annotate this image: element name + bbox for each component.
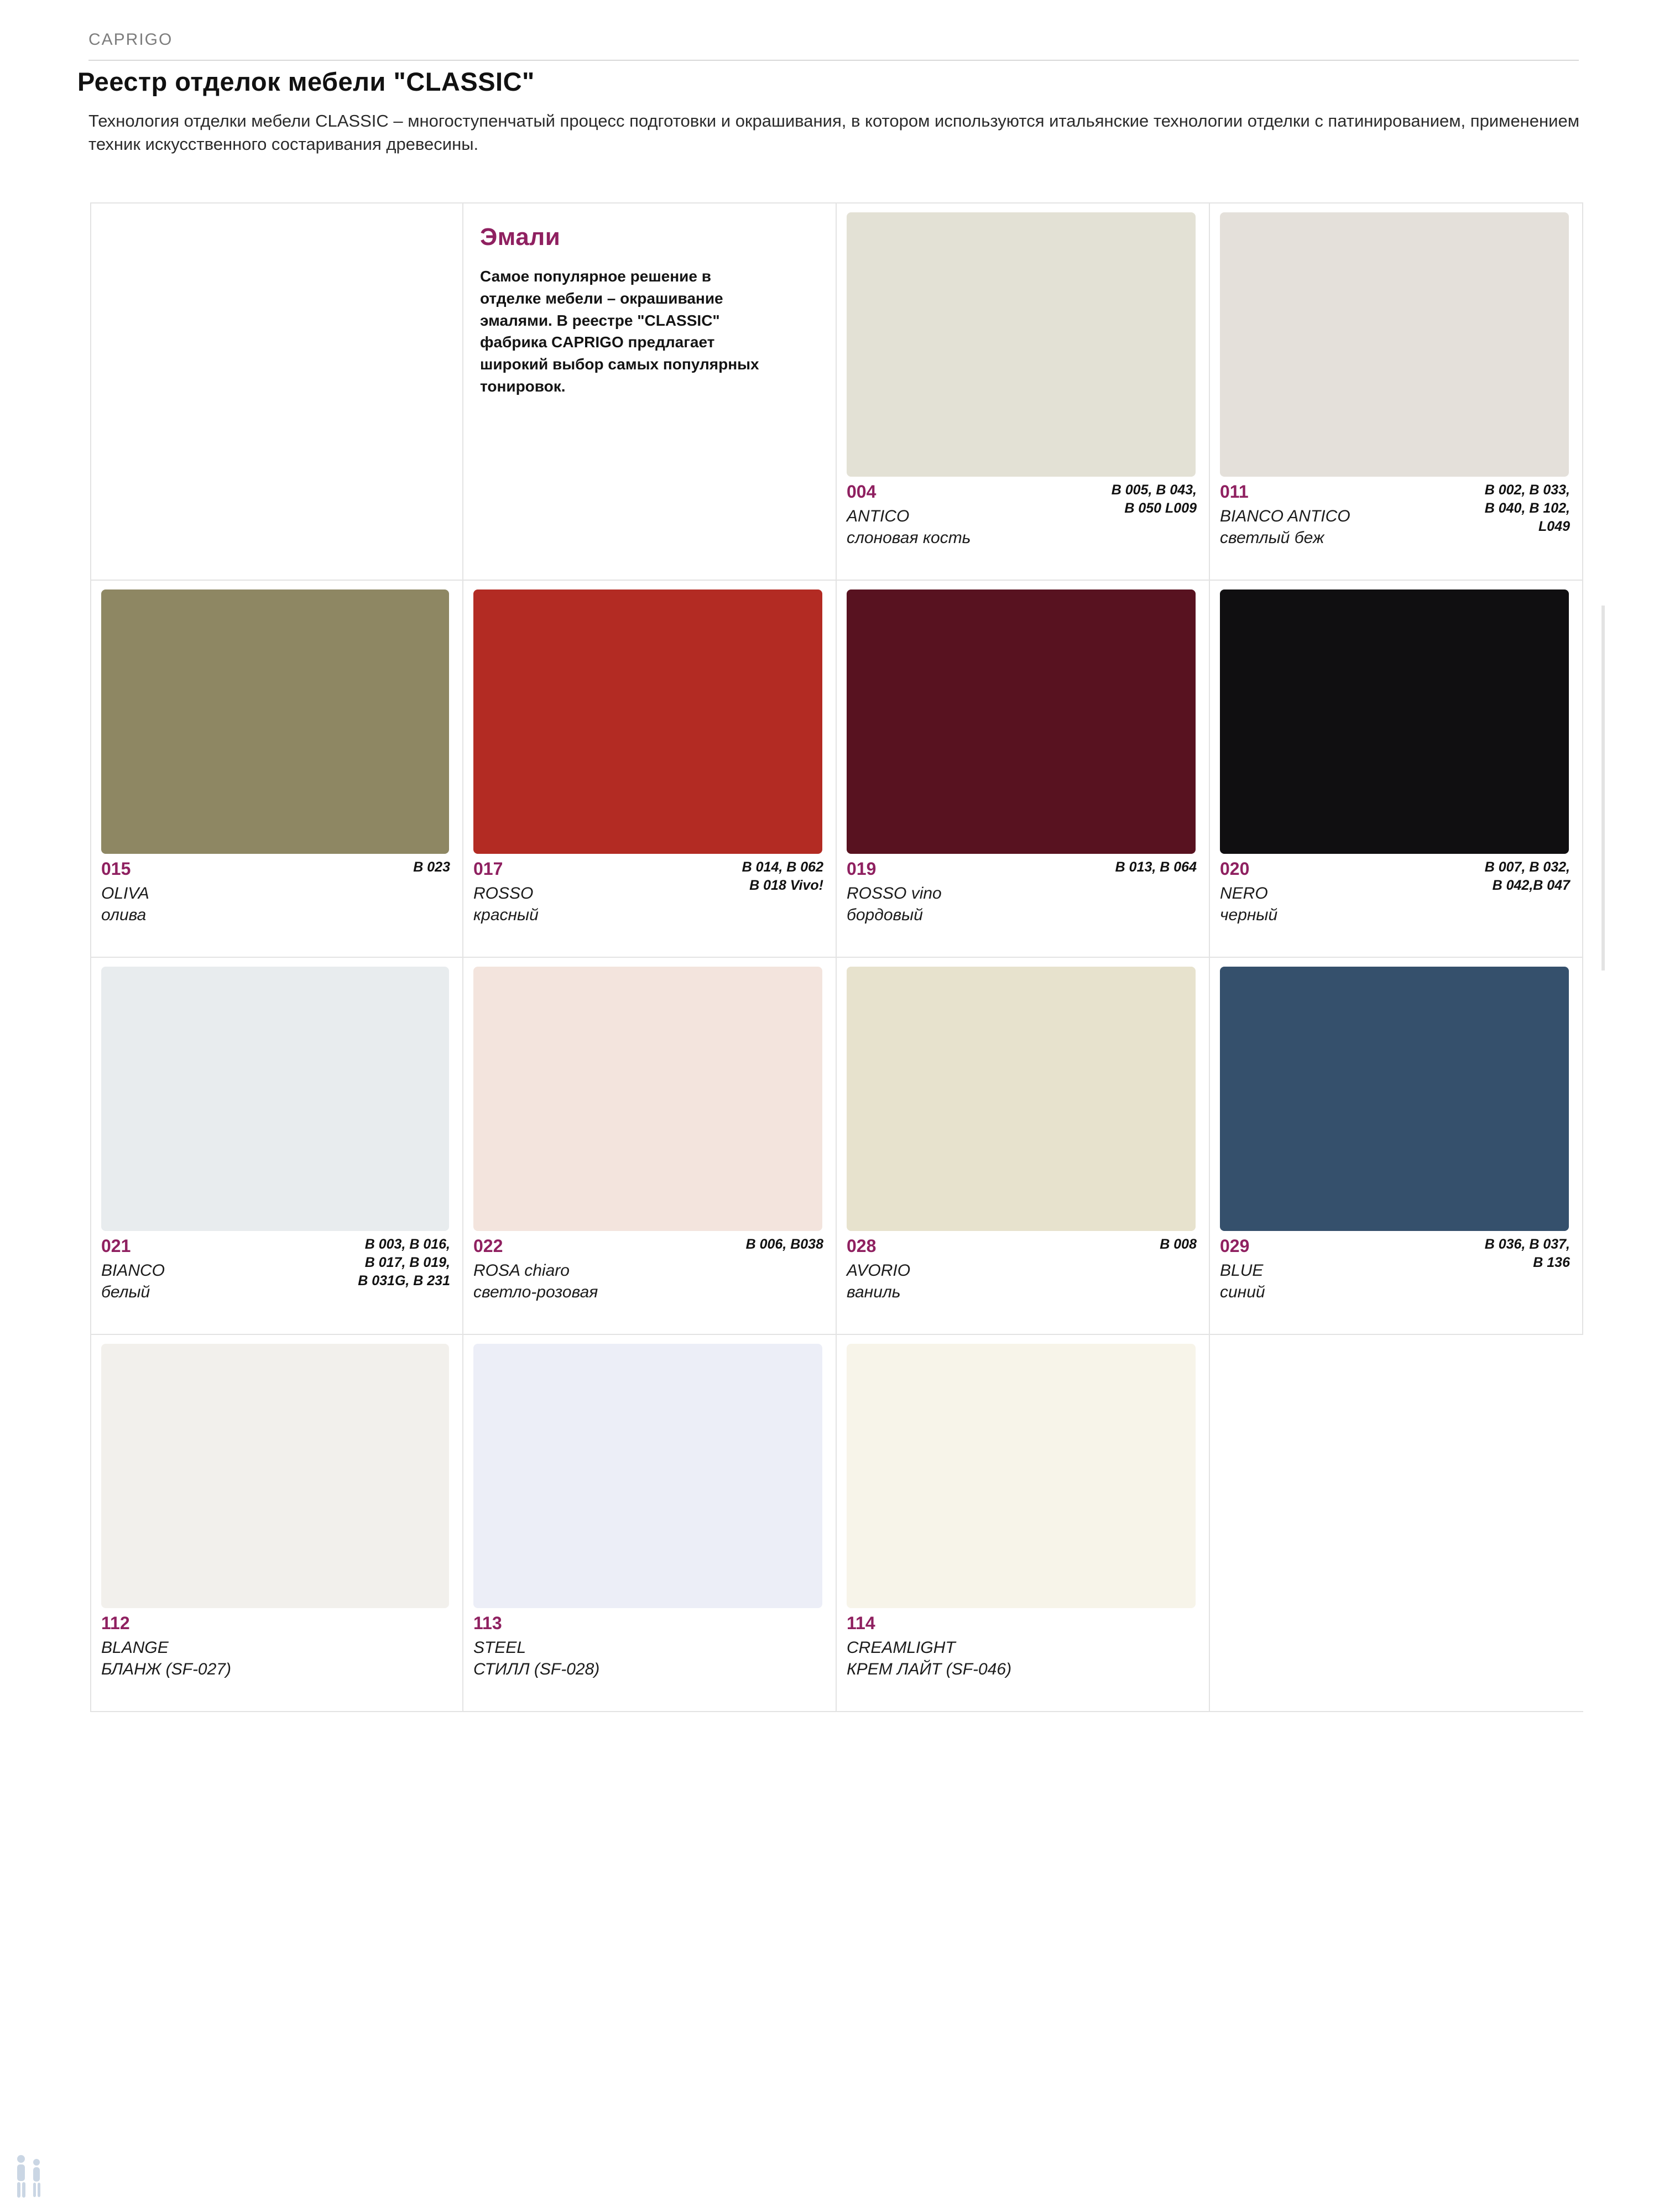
swatch-name-ru: черный (1220, 905, 1278, 924)
swatch-cell-020[interactable] (1210, 581, 1583, 957)
swatch-cell-011[interactable] (1210, 204, 1583, 580)
color-swatch (101, 967, 449, 1231)
swatch-name-ru: ваниль (847, 1282, 901, 1301)
swatch-code: 015 (101, 859, 131, 879)
swatch-row (90, 202, 1583, 581)
page-title: Реестр отделок мебели "CLASSIC" (77, 67, 535, 96)
swatch-row (90, 958, 1583, 1335)
swatch-row (90, 1335, 1583, 1712)
swatch-labels (91, 1608, 462, 1711)
swatch-refs: B 008 (1160, 1237, 1197, 1252)
swatch-cell-114[interactable] (837, 1335, 1210, 1711)
swatch-name-ru: КРЕМ ЛАЙТ (SF-046) (847, 1660, 1012, 1678)
footer-logo-icon (10, 2153, 49, 2199)
swatch-labels (1210, 477, 1582, 580)
swatch-name-en: CREAMLIGHT (847, 1639, 956, 1657)
color-swatch (473, 1344, 822, 1608)
swatch-code: 112 (101, 1613, 130, 1633)
swatch-name-ru: СТИЛЛ (SF-028) (473, 1660, 600, 1678)
swatch-code: 113 (473, 1613, 502, 1633)
color-swatch (1220, 212, 1569, 477)
swatch-refs: B 014, B 062 B 018 Vivo! (742, 859, 823, 893)
swatch-name-ru: светлый беж (1220, 528, 1324, 547)
swatch-name-ru: синий (1220, 1282, 1265, 1301)
swatch-code: 029 (1220, 1236, 1250, 1256)
swatch-cell-022[interactable] (463, 958, 837, 1334)
swatch-cell-019[interactable] (837, 581, 1210, 957)
swatch-code: 022 (473, 1236, 503, 1256)
swatch-name-en: STEEL (473, 1639, 526, 1657)
swatch-cell-028[interactable] (837, 958, 1210, 1334)
swatch-cell-112[interactable] (90, 1335, 463, 1711)
swatch-code: 021 (101, 1236, 131, 1256)
swatch-refs: B 013, B 064 (1115, 859, 1197, 875)
color-swatch (847, 589, 1196, 854)
color-swatch (1220, 967, 1569, 1231)
swatch-cell-021[interactable] (90, 958, 463, 1334)
swatch-code: 017 (473, 859, 503, 879)
color-swatch (101, 1344, 449, 1608)
section-intro-cell (463, 204, 837, 580)
swatch-name-en: AVORIO (847, 1261, 911, 1280)
color-swatch (101, 589, 449, 854)
swatch-labels (1210, 854, 1582, 957)
swatch-grid (90, 202, 1583, 1712)
swatch-name-en: BLANGE (101, 1639, 169, 1657)
color-swatch (473, 967, 822, 1231)
swatch-cell-017[interactable] (463, 581, 837, 957)
color-swatch (847, 967, 1196, 1231)
page-edge-mark (1601, 606, 1605, 971)
section-description: Самое популярное решение в отделке мебели – окрашивание эмалями. В реестре "CLASSIC" фабрика CAPRIGO предлагает широкий выбор самых популярных тонировок. (480, 268, 759, 395)
swatch-cell-015[interactable] (90, 581, 463, 957)
swatch-refs: B 002, B 033, B 040, B 102, L049 (1484, 482, 1570, 534)
swatch-labels (91, 1231, 462, 1334)
swatch-refs: B 005, B 043, B 050 L009 (1111, 482, 1197, 516)
swatch-cell-029[interactable] (1210, 958, 1583, 1334)
empty-cell (1210, 1335, 1583, 1711)
swatch-name-en: OLIVA (101, 884, 149, 903)
swatch-labels (837, 477, 1209, 580)
swatch-row (90, 581, 1583, 958)
swatch-name-ru: бордовый (847, 905, 923, 924)
swatch-refs: B 003, B 016, B 017, B 019, B 031G, B 231 (358, 1237, 450, 1288)
intro-paragraph: Технология отделки мебели CLASSIC – многоступенчатый процесс подготовки и окрашивания, в котором используются итальянские технологии отделки с патинированием, применением техник искусственного состаривания древесины. (88, 111, 1580, 154)
swatch-name-ru: слоновая кость (847, 528, 971, 547)
swatch-name-ru: светло-розовая (473, 1282, 598, 1301)
swatch-refs: B 006, B038 (745, 1237, 823, 1252)
swatch-refs: B 036, B 037, B 136 (1484, 1237, 1570, 1270)
swatch-name-ru: белый (101, 1282, 150, 1301)
color-swatch (847, 212, 1196, 477)
swatch-code: 028 (847, 1236, 877, 1256)
swatch-labels (91, 854, 462, 957)
brand-label: CAPRIGO (88, 30, 173, 49)
color-swatch (847, 1344, 1196, 1608)
swatch-name-en: ROSA chiaro (473, 1261, 570, 1280)
swatch-name-en: NERO (1220, 884, 1268, 903)
swatch-labels (837, 854, 1209, 957)
swatch-name-en: ROSSO (473, 884, 534, 903)
swatch-labels (463, 1231, 836, 1334)
swatch-name-ru: красный (473, 905, 539, 924)
swatch-code: 019 (847, 859, 877, 879)
swatch-cell-004[interactable] (837, 204, 1210, 580)
header-divider (88, 60, 1579, 61)
swatch-code: 114 (847, 1613, 875, 1633)
swatch-labels (463, 1608, 836, 1711)
swatch-name-en: ANTICO (847, 507, 910, 526)
empty-cell (90, 204, 463, 580)
swatch-name-en: BIANCO ANTICO (1220, 507, 1350, 526)
section-heading: Эмали (480, 223, 561, 251)
swatch-name-ru: олива (101, 905, 147, 924)
swatch-code: 004 (847, 482, 877, 502)
swatch-code: 020 (1220, 859, 1250, 879)
swatch-name-en: ROSSO vino (847, 884, 942, 903)
color-swatch (1220, 589, 1569, 854)
swatch-labels (837, 1608, 1209, 1711)
swatch-refs: B 023 (413, 859, 450, 875)
swatch-name-en: BLUE (1220, 1261, 1264, 1280)
color-swatch (473, 589, 822, 854)
swatch-cell-113[interactable] (463, 1335, 837, 1711)
swatch-name-ru: БЛАНЖ (SF-027) (101, 1660, 231, 1678)
swatch-labels (837, 1231, 1209, 1334)
swatch-refs: B 007, B 032, B 042,B 047 (1484, 859, 1570, 893)
swatch-labels (463, 854, 836, 957)
swatch-code: 011 (1220, 482, 1249, 502)
swatch-name-en: BIANCO (101, 1261, 165, 1280)
swatch-labels (1210, 1231, 1582, 1334)
